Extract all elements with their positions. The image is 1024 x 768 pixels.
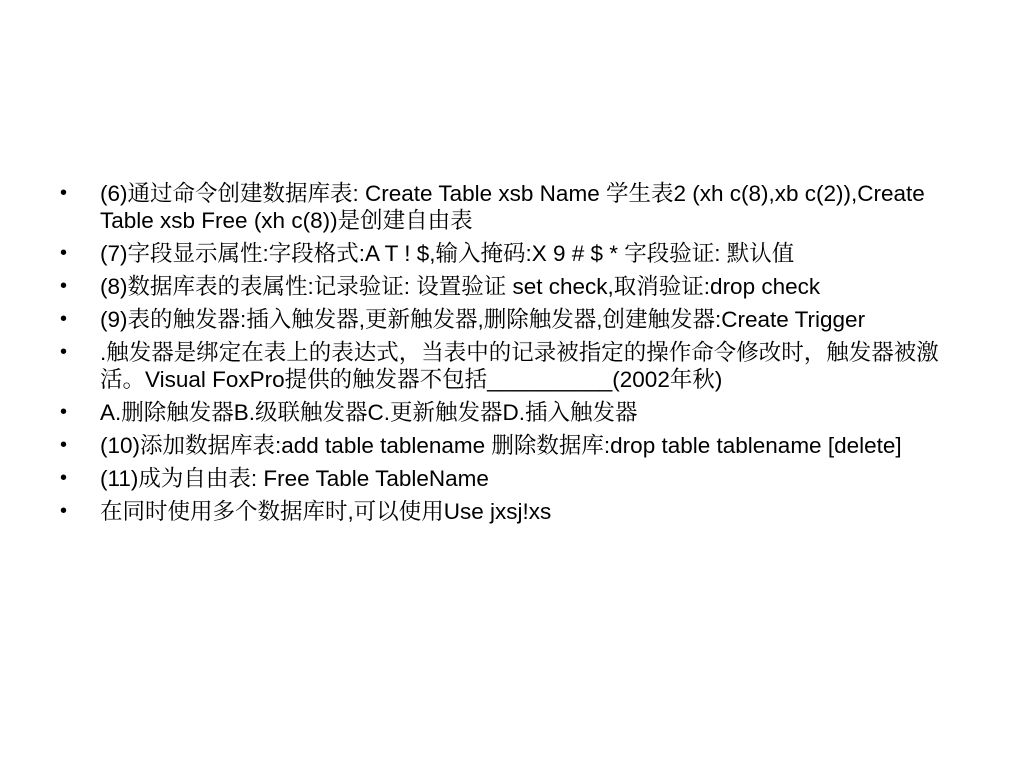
bullet-item-multi-db (56, 498, 956, 525)
bullet-dot-icon: • (60, 275, 68, 297)
bullet-text: A.删除触发器B.级联触发器C.更新触发器D.插入触发器 (100, 400, 638, 425)
bullet-text: (8)数据库表的表属性:记录验证: 设置验证 set check,取消验证:drop check (100, 274, 821, 299)
bullet-text: (9)表的触发器:插入触发器,更新触发器,删除触发器,创建触发器:Create Trigger (100, 307, 866, 332)
bullet-dot-icon: • (60, 242, 68, 264)
bullet-item-7 (56, 240, 956, 267)
bullet-text: (11)成为自由表: Free Table TableName (100, 466, 489, 491)
bullet-dot-icon: • (60, 308, 68, 330)
bullet-item-6 (56, 180, 956, 234)
bullet-dot-icon: • (60, 434, 68, 456)
bullet-item-8 (56, 273, 956, 300)
bullet-dot-icon: • (60, 401, 68, 423)
bullet-item-trigger-question (56, 339, 956, 393)
bullet-dot-icon: • (60, 467, 68, 489)
bullet-item-answer-options (56, 399, 956, 426)
bullet-text: (6)通过命令创建数据库表: Create Table xsb Name 学生表2 (xh c(8),xb c(2)),Create Table xsb Free (xh c(8))是创建自由表 (100, 181, 925, 233)
bullet-dot-icon: • (60, 341, 68, 363)
bullet-list (56, 180, 956, 531)
bullet-item-11 (56, 465, 956, 492)
bullet-text: .触发器是绑定在表上的表达式，当表中的记录被指定的操作命令修改时，触发器被激活。Visual FoxPro提供的触发器不包括__________(2002年秋) (100, 340, 939, 392)
bullet-dot-icon: • (60, 182, 68, 204)
bullet-text: 在同时使用多个数据库时,可以使用Use jxsj!xs (100, 499, 552, 524)
bullet-dot-icon: • (60, 500, 68, 522)
bullet-text: (10)添加数据库表:add table tablename 删除数据库:drop table tablename [delete] (100, 433, 902, 458)
bullet-text: (7)字段显示属性:字段格式:A T ! $,输入掩码:X 9 # $ * 字段验证: 默认值 (100, 241, 795, 266)
bullet-item-10 (56, 432, 956, 459)
bullet-item-9 (56, 306, 956, 333)
